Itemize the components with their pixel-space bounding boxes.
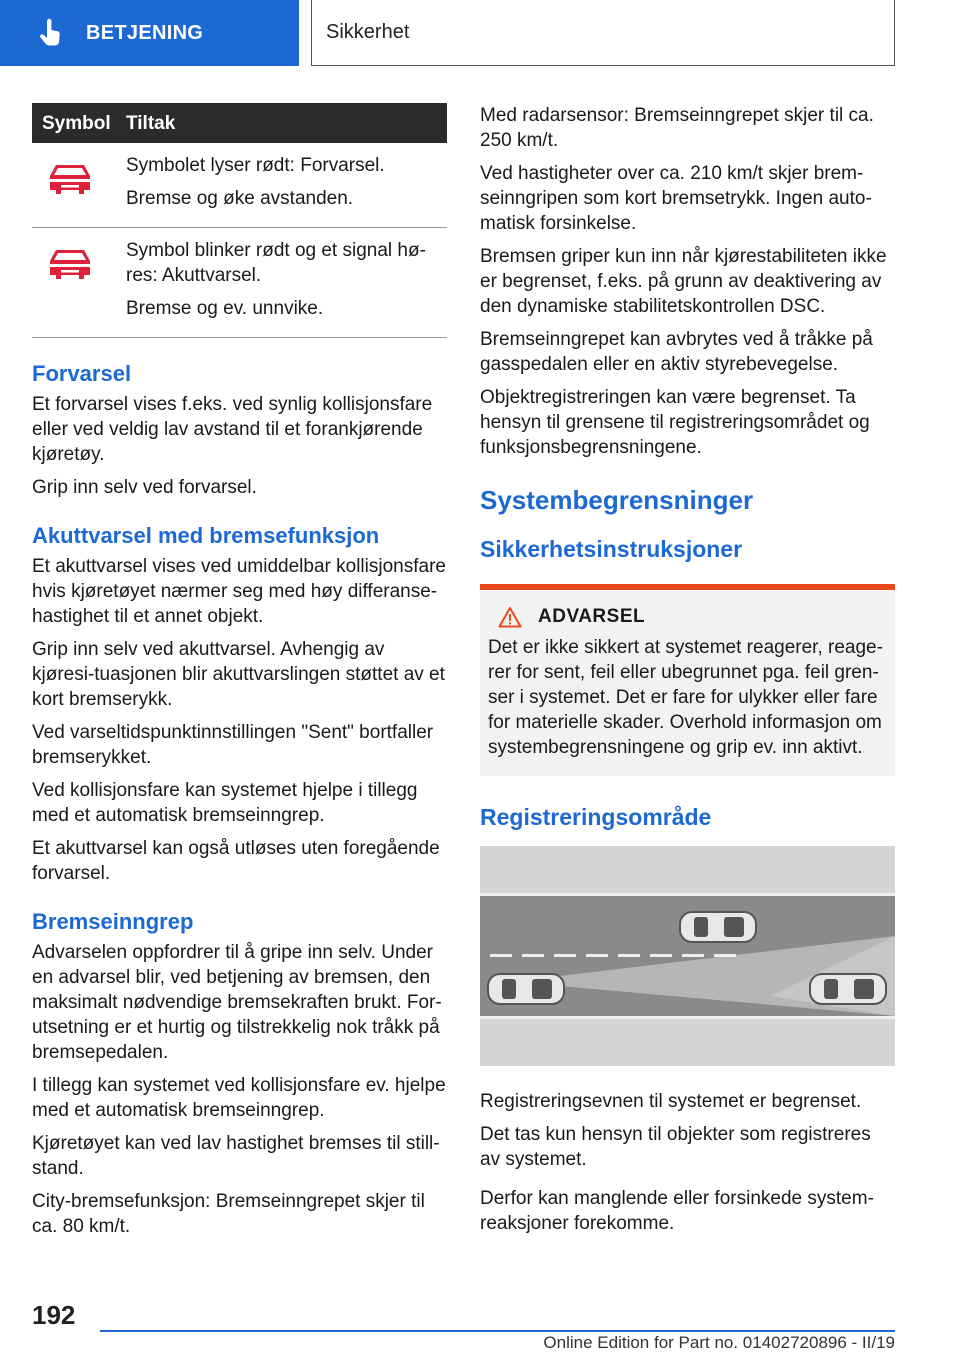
car-red-icon bbox=[46, 161, 94, 195]
paragraph: Ved hastigheter over ca. 210 km/t skjer brem-seinngripen som kort bremsetrykk. Ingen auto-matisk forsinkelse. bbox=[480, 163, 872, 234]
paragraph: Registreringsevnen til systemet er begrenset. bbox=[480, 1091, 862, 1112]
heading-bremseinngrep: Bremseinngrep bbox=[32, 909, 194, 934]
header-section bbox=[311, 0, 895, 66]
table-header-row bbox=[32, 103, 447, 143]
car-top-icon bbox=[810, 974, 886, 1004]
paragraph: City-bremsefunksjon: Bremseinngrepet skjer til ca. 80 km/t. bbox=[32, 1191, 425, 1237]
table-cell-symbol bbox=[32, 228, 126, 338]
paragraph: Ved kollisjonsfare kan systemet hjelpe i tillegg med et automatisk bremseinngrep. bbox=[32, 780, 418, 826]
footer-edition: Online Edition for Part no. 01402720896 - II/19 bbox=[543, 1333, 895, 1352]
page-number: 192 bbox=[32, 1300, 76, 1330]
table-cell-action bbox=[126, 228, 447, 338]
paragraph: Et akuttvarsel kan også utløses uten foregående forvarsel. bbox=[32, 838, 440, 884]
paragraph: Kjøretøyet kan ved lav hastighet bremses til still-stand. bbox=[32, 1133, 440, 1179]
paragraph: Derfor kan manglende eller forsinkede system-reaksjoner forekomme. bbox=[480, 1188, 874, 1234]
footer-divider bbox=[100, 1330, 895, 1332]
paragraph: Bremseinngrepet kan avbrytes ved å tråkke på gasspedalen eller en aktiv styrebevegelse. bbox=[480, 329, 873, 375]
warning-triangle-icon bbox=[498, 606, 522, 628]
table-header-action: Tiltak bbox=[126, 103, 447, 143]
symbol-table bbox=[32, 103, 447, 338]
table-text: Bremse og ev. unnvike. bbox=[126, 298, 324, 319]
warning-header bbox=[498, 604, 887, 629]
heading-akuttvarsel: Akuttvarsel med bremsefunksjon bbox=[32, 523, 380, 548]
table-text: Bremse og øke avstanden. bbox=[126, 188, 354, 209]
hand-pointer-icon bbox=[36, 18, 66, 48]
table-text: Symbolet lyser rødt: Forvarsel. bbox=[126, 155, 385, 176]
car-top-icon bbox=[488, 974, 564, 1004]
chapter-label: BETJENING bbox=[86, 21, 204, 44]
heading-registreringsomrade: Registreringsområde bbox=[480, 804, 712, 830]
right-column bbox=[480, 103, 895, 1244]
detection-range-illustration bbox=[480, 846, 895, 1066]
table-cell-action bbox=[126, 143, 447, 228]
table-header-symbol: Symbol bbox=[32, 103, 126, 143]
heading-systembegrensninger: Systembegrensninger bbox=[480, 485, 754, 515]
car-red-icon bbox=[46, 246, 94, 280]
paragraph: Objektregistreringen kan være begrenset. Ta hensyn til grensene til registreringsområdet og funksjonsbegrensningene. bbox=[480, 387, 870, 458]
car-top-icon bbox=[680, 912, 756, 942]
left-column bbox=[32, 103, 447, 1247]
table-row bbox=[32, 228, 447, 338]
paragraph: Grip inn selv ved akuttvarsel. Avhengig av kjøresi-tuasjonen blir akuttvarslingen støttet av et kort bremserykk. bbox=[32, 639, 445, 710]
paragraph: Et akuttvarsel vises ved umiddelbar kollisjonsfare hvis kjøretøyet nærmer seg med høy differanse-hastighet til et annet objekt. bbox=[32, 556, 446, 627]
paragraph: Det tas kun hensyn til objekter som registreres av systemet. bbox=[480, 1124, 871, 1170]
paragraph: Med radarsensor: Bremseinngrepet skjer til ca. 250 km/t. bbox=[480, 105, 874, 151]
warning-title: ADVARSEL bbox=[538, 606, 646, 627]
table-row bbox=[32, 143, 447, 228]
paragraph: Et forvarsel vises f.eks. ved synlig kollisjonsfare eller ved veldig lav avstand til et forankjørende kjøretøy. bbox=[32, 394, 433, 465]
warning-box bbox=[480, 584, 895, 776]
header-chapter-tab[interactable] bbox=[0, 0, 299, 66]
paragraph: Advarselen oppfordrer til å gripe inn selv. Under en advarsel blir, ved betjening av bremsen, den maksimalt nødvendige bremsekraften brukt. For-utsetning er et hurtig og tilstrekkelig nok tråkk på bremsepedalen. bbox=[32, 942, 442, 1063]
heading-sikkerhetsinstruksjoner: Sikkerhetsinstruksjoner bbox=[480, 536, 743, 562]
table-cell-symbol bbox=[32, 143, 126, 228]
section-label: Sikkerhet bbox=[326, 21, 410, 43]
paragraph: Grip inn selv ved forvarsel. bbox=[32, 477, 257, 498]
paragraph: I tillegg kan systemet ved kollisjonsfare ev. hjelpe med et automatisk bremseinngrep. bbox=[32, 1075, 446, 1121]
paragraph: Bremsen griper kun inn når kjørestabiliteten ikke er begrenset, f.eks. på grunn av deaktivering av den dynamiske stabilitetskontrollen DSC. bbox=[480, 246, 887, 317]
table-text: Symbol blinker rødt og et signal hø-res: Akuttvarsel. bbox=[126, 240, 426, 286]
heading-forvarsel: Forvarsel bbox=[32, 361, 132, 386]
paragraph: Ved varseltidspunktinnstillingen "Sent" bortfaller bremserykket. bbox=[32, 722, 434, 768]
warning-text: Det er ikke sikkert at systemet reagerer, reage-rer for sent, feil eller ubegrunnet pga. feil gren-ser i systemet. Det er fare for ulykker eller fare for materielle skader. Overhold informasjon om systembegrensningene og grip ev. inn aktivt. bbox=[488, 637, 883, 758]
